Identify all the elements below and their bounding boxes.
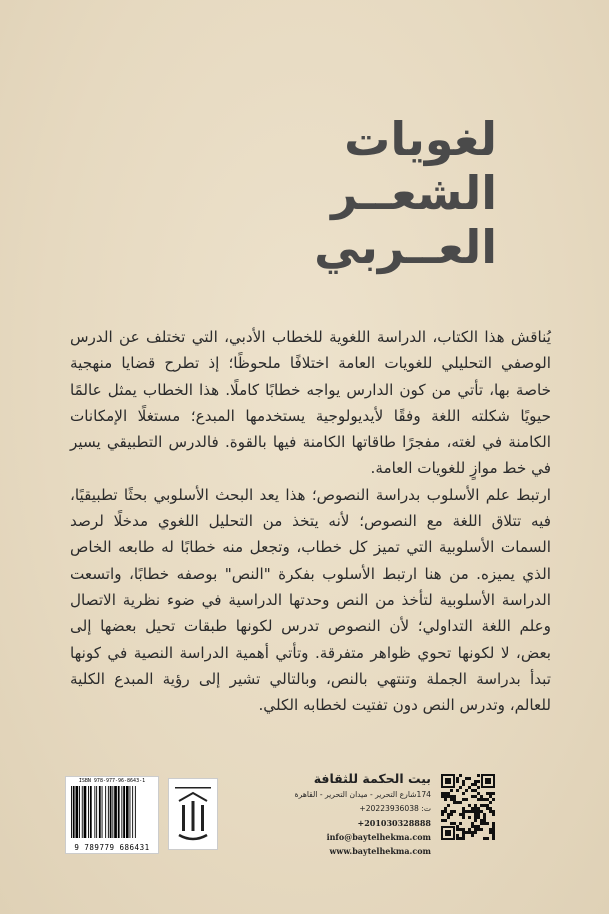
isbn-barcode: [65, 776, 159, 854]
publisher-address: 174شارع التحرير - ميدان التحرير - القاهرة: [294, 790, 431, 799]
isbn-number: 9 789779 686431: [74, 843, 150, 852]
publisher-name: بيت الحكمة للثقافة: [313, 771, 431, 786]
title-line-3: العــربي: [314, 220, 497, 274]
publisher-info: [245, 770, 431, 858]
title-line-2: الشعــر: [331, 166, 497, 220]
book-title: [314, 112, 497, 274]
publisher-logo-icon: [169, 779, 217, 849]
back-cover-blurb: [70, 324, 551, 718]
title-line-1: لغويات: [344, 112, 497, 166]
qr-code-icon: [439, 772, 497, 842]
blurb-paragraph-2: ارتبط علم الأسلوب بدراسة النصوص؛ هذا يعد البحث الأسلوبي بحثًا تطبيقيًا، فيه تتلاق اللغة مع النصوص؛ لأنه يتخذ من التحليل اللغوي مدخلًا لرصد السمات الأسلوبية التي تميز كل خطاب، وتجعل منه خطابًا له طابعه الخاص الذي يميزه. من هنا ارتبط الأسلوب بفكرة "النص" بوصفه خطابًا، واتسعت الدراسة الأسلوبية لتأخذ من النص وحدتها الدراسية في ضوء نظرية الاتصال وعلم اللغة التداولي؛ لأن النصوص تدرس لكونها طبقات تحيل بعضها إلى بعض، لا لكونها تحوي ظواهر متفرقة. وتأتي أهمية الدراسة النصية في كونها تبدأ بدراسة الجملة وتنتهي بالنص، وبالتالي تشير إلى رؤية المبدع الكلية للعالم، وتدرس النص دون تفتيت لخطابه الكلي.: [70, 485, 551, 715]
publisher-mobile: +201030328888: [357, 818, 431, 828]
publisher-email[interactable]: info@baytelhekma.com: [326, 832, 431, 842]
publisher-website[interactable]: www.baytelhekma.com: [329, 846, 431, 856]
isbn-label: ISBN 978-977-96-8643-1: [78, 778, 146, 784]
barcode-icon: [70, 786, 154, 838]
publisher-phone: ت: 20223936038+: [359, 804, 431, 813]
publisher-logo: [168, 778, 218, 850]
blurb-paragraph-1: يُناقش هذا الكتاب، الدراسة اللغوية للخطاب الأدبي، التي تختلف عن الدرس الوصفي التحليلي للغويات العامة اختلافًا ملحوظًا؛ إذ تطرح قضايا منهجية خاصة بها، تأتي من كون الدارس يواجه خطابًا كاملًا. هذا الخطاب يمثل عالمًا حيويًا شكلته اللغة وفقًا لأيديولوجية يستخدمها المبدع؛ مستغلًا الإمكانات الكامنة في لغته، مفجرًا طاقاتها الكامنة فيها بالقوة. فالدرس التطبيقي يسير في خط موازٍ للغويات العامة.: [70, 328, 551, 478]
